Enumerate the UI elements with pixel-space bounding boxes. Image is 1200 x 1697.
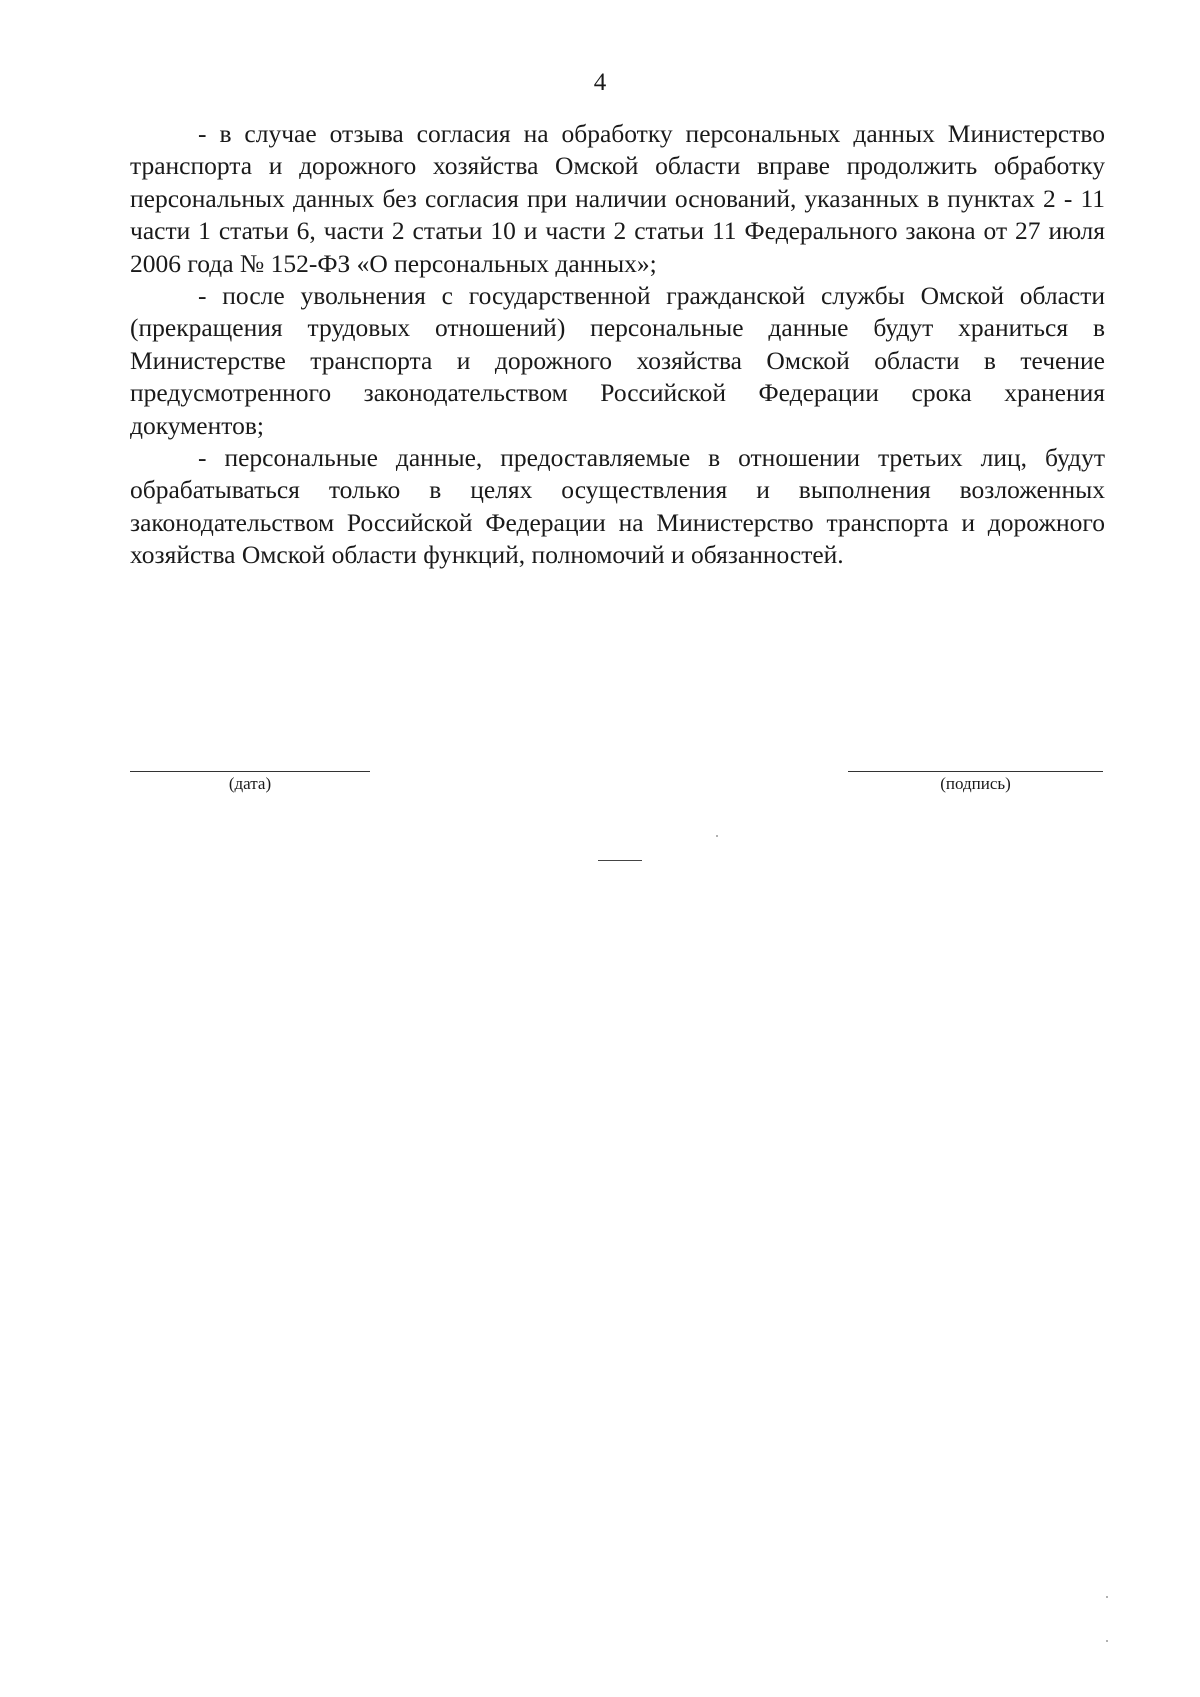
date-field [130,771,370,794]
scan-speck [1106,1596,1108,1598]
date-caption: (дата) [228,774,272,793]
document-body [130,118,1105,572]
end-of-document-dash [598,860,642,861]
signature-field [848,771,1103,794]
paragraph-consent-withdrawal: - в случае отзыва согласия на обработку персональных данных Министерство транспорта и дорожного хозяйства Омской области вправе продолжить обработку персональных данных без согласия при наличии оснований, указанных в пунктах 2 - 11 части 1 статьи 6, части 2 статьи 10 и части 2 статьи 11 Федерального закона от 27 июля 2006 года № 152-ФЗ «О персональных данных»; [130,119,1105,278]
signature-caption: (подпись) [940,774,1011,793]
scan-speck [1106,1640,1108,1642]
page-number: 4 [593,69,607,96]
paragraph-third-parties: - персональные данные, предоставляемые в отношении третьих лиц, будут обрабатываться только в целях осуществления и выполнения возложенных законодательством Российской Федерации на Министерство транспорта и дорожного хозяйства Омской области функций, полномочий и обязанностей. [130,443,1105,570]
signature-line [848,771,1103,772]
paragraph-after-dismissal: - после увольнения с государственной гражданской службы Омской области (прекращения трудовых отношений) персональные данные будут храниться в Министерстве транспорта и дорожного хозяйства Омской области в течение предусмотренного законодательством Российской Федерации срока хранения документов; [130,281,1105,440]
date-line [130,771,370,772]
scan-speck [716,835,718,837]
